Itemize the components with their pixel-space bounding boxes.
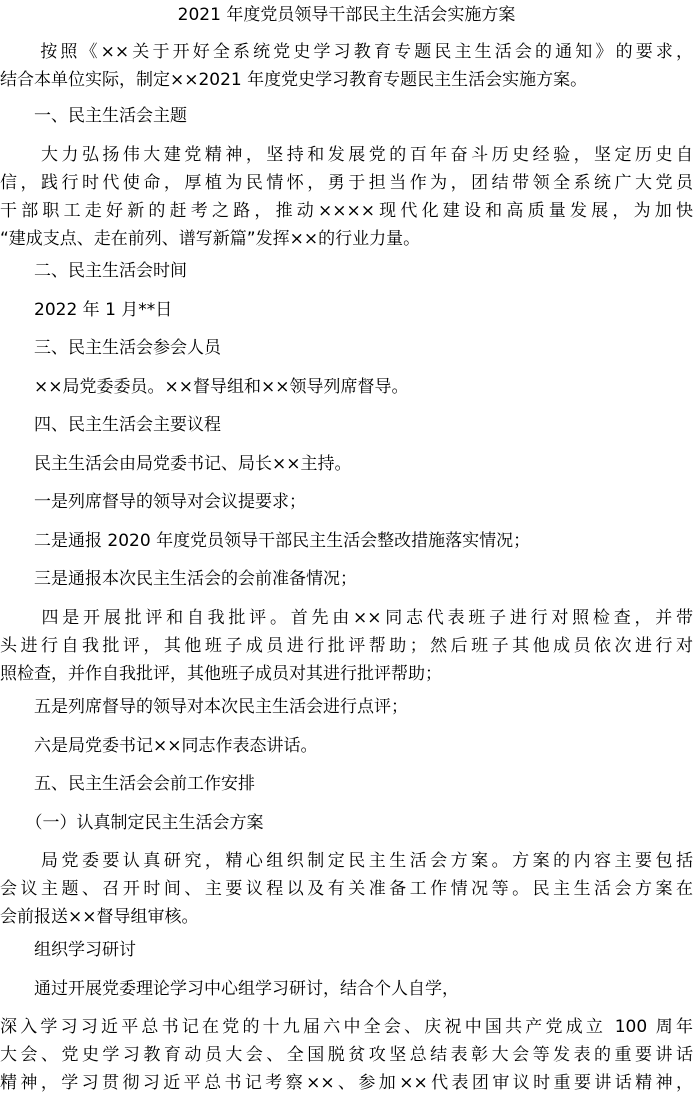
text-line: 四是开展批评和自我批评。首先由××同志代表班子进行对照检查，并带 (0, 608, 693, 628)
text-line: 一、民主生活会主题 (0, 106, 187, 126)
text-line: 结合本单位实际，制定××2021 年度党史学习教育专题民主生活会实施方案。 (0, 70, 588, 90)
paragraph-h4 (0, 411, 693, 439)
text-line: 一是列席督导的领导对会议提要求； (0, 492, 306, 512)
paragraph-study-h (0, 936, 693, 964)
paragraph-h3 (0, 334, 693, 362)
text-line: 二是通报 2020 年度党员领导干部民主生活会整改措施落实情况； (0, 531, 531, 551)
document-title: 2021 年度党员领导干部民主生活会实施方案 (177, 5, 516, 25)
text-line: 通过开展党委理论学习中心组学习研讨，结合个人自学， (0, 979, 459, 999)
paragraph-h1 (0, 102, 693, 130)
text-line: 五是列席督导的领导对本次民主生活会进行点评； (0, 697, 408, 717)
paragraph-deep (0, 1013, 693, 1097)
text-line: 信，践行时代使命，厚植为民情怀，勇于担当作为，团结带领全系统广大党员 (0, 173, 693, 193)
text-line: 大力弘扬伟大建党精神，坚持和发展党的百年奋斗历史经验，坚定历史自 (0, 145, 693, 165)
paragraph-item5 (0, 693, 693, 721)
text-line: 局党委要认真研究，精心组织制定民主生活会方案。方案的内容主要包括 (0, 851, 693, 871)
text-line: 按照《××关于开好全系统党史学习教育专题民主生活会的通知》的要求， (0, 42, 693, 62)
paragraph-study (0, 975, 693, 1003)
text-line: 三是通报本次民主生活会的会前准备情况； (0, 569, 357, 589)
text-line: 组织学习研讨 (0, 940, 136, 960)
text-line: 精神，学习贯彻习近平总书记考察××、参加××代表团审议时重要讲话精神， (0, 1073, 693, 1093)
text-line: 深入学习习近平总书记在党的十九届六中全会、庆祝中国共产党成立 100 周年 (0, 1017, 693, 1037)
paragraph-item4 (0, 604, 693, 688)
paragraph-host (0, 450, 693, 478)
paragraph-item1 (0, 488, 693, 516)
text-line: 六是局党委书记××同志作表态讲话。 (0, 736, 318, 756)
text-line: 大会、党史学习教育动员大会、全国脱贫攻坚总结表彰大会等发表的重要讲话 (0, 1045, 693, 1065)
paragraph-item3 (0, 565, 693, 593)
text-line: 头进行自我批评，其他班子成员进行批评帮助；然后班子其他成员依次进行对 (0, 636, 693, 656)
paragraph-item6 (0, 732, 693, 760)
text-line: 会前报送××督导组审核。 (0, 907, 199, 927)
paragraph-item2 (0, 527, 693, 555)
text-line: 干部职工走好新的赶考之路，推动××××现代化建设和高质量发展，为加快 (0, 201, 693, 221)
text-line: （一）认真制定民主生活会方案 (0, 813, 264, 833)
paragraph-h5-1 (0, 809, 693, 837)
text-line: 会议主题、召开时间、主要议程以及有关准备工作情况等。民主生活会方案在 (0, 879, 693, 899)
paragraph-attendees (0, 373, 693, 401)
paragraph-plan (0, 847, 693, 931)
text-line: 民主生活会由局党委书记、局长××主持。 (0, 454, 352, 474)
text-line: 五、民主生活会会前工作安排 (0, 774, 255, 794)
text-line: 2022 年 1 月**日 (0, 300, 173, 320)
text-line: 照检查，并作自我批评，其他班子成员对其进行批评帮助； (0, 664, 442, 684)
text-line: “建成支点、走在前列、谱写新篇”发挥××的行业力量。 (0, 229, 421, 249)
text-line: ××局党委委员。××督导组和××领导列席督导。 (0, 377, 409, 397)
text-line: 二、民主生活会时间 (0, 261, 187, 281)
paragraph-h5 (0, 770, 693, 798)
paragraph-intro (0, 38, 693, 94)
text-line: 四、民主生活会主要议程 (0, 415, 221, 435)
text-line: 三、民主生活会参会人员 (0, 338, 221, 358)
paragraph-h2 (0, 257, 693, 285)
paragraph-theme (0, 141, 693, 253)
paragraph-date (0, 296, 693, 324)
